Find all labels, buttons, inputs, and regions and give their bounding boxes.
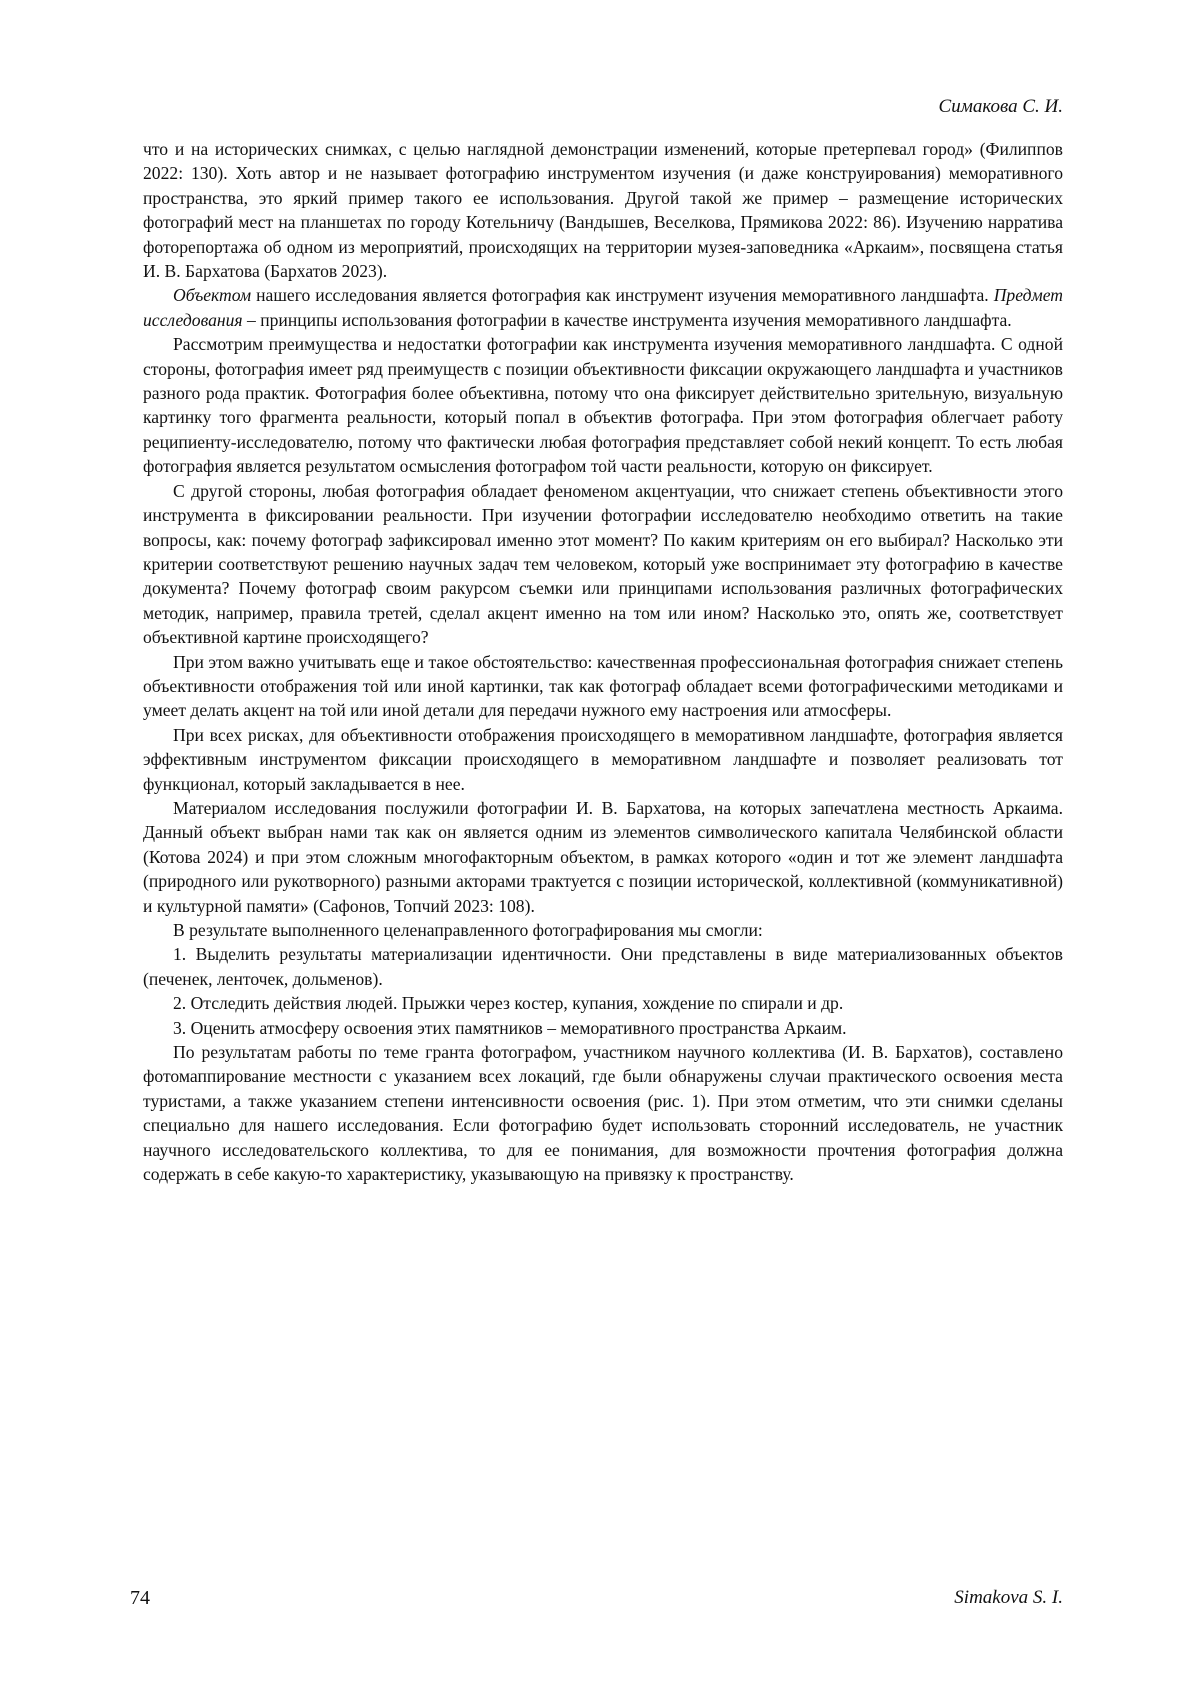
term-object: Объектом <box>173 285 252 306</box>
paragraph-risks: При всех рисках, для объективности отображения происходящего в меморативном ландшафте, фотография является эффективным инструментом фиксации происходящего в меморативном ландшафте и позволяет реализовать тот функционал, который закладывается в нее. <box>143 724 1063 794</box>
paragraph-material: Материалом исследования послужили фотографии И. В. Бархатова, на которых запечатлена местность Аркаима. Данный объект выбран нами так как он является одним из элементов символического капитала Челябинской области (Котова 2024) и при этом сложным многофакторным объектом, в рамках которого «один и тот же элемент ландшафта (природного или рукотворного) разными акторами трактуется с позиции исторической, коллективной (коммуникативной) и культурной памяти» (Сафонов, Топчий 2023: 108). <box>143 797 1063 916</box>
paragraph-professional-photo: При этом важно учитывать еще и такое обстоятельство: качественная профессиональная фотография снижает степень объективности отображения той или иной картинки, так как фотограф обладает всеми фотографическими методиками и умеет делать акцент на той или иной детали для передачи нужного ему настроения или атмосферы. <box>143 651 1063 721</box>
paragraph-disadvantages: С другой стороны, любая фотография обладает феноменом акцентуации, что снижает степень объективности этого инструмента в фиксировании реальности. При изучении фотографии исследователю необходимо ответить на такие вопросы, как: почему фотограф зафиксировал именно этот момент? По каким критериям он его выбирал? Насколько эти критерии соответствуют решению научных задач тем человеком, который уже воспринимает эту фотографию в качестве документа? Почему фотограф своим ракурсом съемки или принципами использования различных фотографических методик, например, правила третей, сделал акцент именно на том или ином? Насколько это, опять же, соответствует объективной картине происходящего? <box>143 480 1063 648</box>
paragraph-subject-text: – принципы использования фотографии в качестве инструмента изучения меморативного ландшафта. <box>242 309 1012 330</box>
list-item: 2. Отследить действия людей. Прыжки через костер, купания, хождение по спирали и др. <box>173 993 844 1014</box>
paragraph-object-subject <box>143 283 1063 332</box>
paragraph-object-text: нашего исследования является фотография как инструмент изучения меморативного ландшафта. <box>251 285 994 306</box>
running-head-author: Симакова С. И. <box>938 96 1063 117</box>
term-subject: Предмет исследования <box>143 285 1063 330</box>
article-body <box>143 137 1063 1186</box>
list-item: 1. Выделить результаты материализации идентичности. Они представлены в виде материализованных объектов (печенек, ленточек, дольменов). <box>143 944 1063 989</box>
running-foot-author: Simakova S. I. <box>954 1587 1063 1608</box>
paragraph-advantages: Рассмотрим преимущества и недостатки фотографии как инструмента изучения меморативного ландшафта. С одной стороны, фотография имеет ряд преимуществ с позиции объективности фиксации окружающего ландшафта и участников разного рода практик. Фотография более объективна, потому что она фиксирует действительно зрительную, визуальную картинку того фрагмента реальности, который попал в объектив фотографа. При этом фотография облегчает работу реципиенту-исследователю, потому что фактически любая фотография представляет собой некий концепт. То есть любая фотография является результатом осмысления фотографом той части реальности, которую он фиксирует. <box>143 334 1063 477</box>
page-number: 74 <box>130 1587 150 1609</box>
list-item: 3. Оценить атмосферу освоения этих памятников – меморативного пространства Аркаим. <box>173 1017 847 1038</box>
paragraph-continuation: что и на исторических снимках, с целью наглядной демонстрации изменений, которые претерпевал город» (Филиппов 2022: 130). Хоть автор и не называет фотографию инструментом изучения (и даже конструирования) меморативного пространства, это яркий пример такого ее использования. Другой такой же пример – размещение исторических фотографий мест на планшетах по городу Котельничу (Вандышев, Веселкова, Прямикова 2022: 86). Изучению нарратива фоторепортажа об одном из мероприятий, происходящих на территории музея-заповедника «Аркаим», посвящена статья И. В. Бархатова (Бархатов 2023). <box>143 139 1063 282</box>
paragraph-photomapping: По результатам работы по теме гранта фотографом, участником научного коллектива (И. В. Бархатов), составлено фотомаппирование местности с указанием всех локаций, где были обнаружены случаи практического освоения места туристами, а также указанием степени интенсивности освоения (рис. 1). При этом отметим, что эти снимки сделаны специально для нашего исследования. Если фотографию будет использовать сторонний исследователь, не участник научного исследовательского коллектива, то для ее понимания, для возможности прочтения фотография должна содержать в себе какую-то характеристику, указывающую на привязку к пространству. <box>143 1042 1063 1185</box>
paragraph-results-intro: В результате выполненного целенаправленного фотографирования мы смогли: <box>173 920 763 940</box>
